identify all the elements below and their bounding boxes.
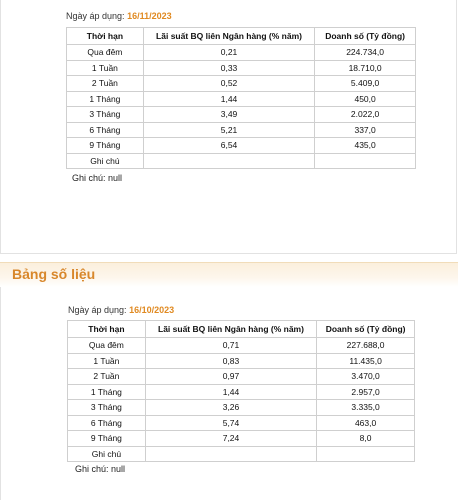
col-header-rate: Lãi suất BQ liên Ngân hàng (% năm) (145, 321, 316, 338)
term-cell: 6 Tháng (67, 122, 144, 138)
table-header-row (68, 321, 415, 338)
table-row (68, 338, 415, 354)
applied-date-line (68, 305, 174, 315)
applied-date-line (66, 11, 172, 21)
rate-cell: 7,24 (145, 431, 316, 447)
rate-cell (145, 446, 316, 462)
rate-cell: 5,21 (143, 122, 314, 138)
term-cell: 1 Tháng (67, 91, 144, 107)
volume-cell: 435,0 (315, 138, 416, 154)
col-header-term: Thời hạn (68, 321, 146, 338)
term-cell: 1 Tháng (68, 384, 146, 400)
table-header-row (67, 28, 416, 45)
term-cell: 2 Tuần (68, 369, 146, 385)
table-row (67, 45, 416, 61)
term-cell: Ghi chú (68, 446, 146, 462)
term-cell: 3 Tháng (67, 107, 144, 123)
interbank-rate-table (66, 27, 416, 169)
volume-cell: 2.957,0 (317, 384, 415, 400)
volume-cell: 8,0 (317, 431, 415, 447)
applied-date-value: 16/10/2023 (129, 305, 175, 315)
volume-cell: 3.335,0 (317, 400, 415, 416)
term-cell: 3 Tháng (68, 400, 146, 416)
col-header-volume: Doanh số (Tỷ đồng) (317, 321, 415, 338)
rate-cell: 1,44 (143, 91, 314, 107)
rate-cell: 1,44 (145, 384, 316, 400)
table-row (67, 153, 416, 169)
rate-cell: 0,33 (143, 60, 314, 76)
table-row (68, 369, 415, 385)
applied-date-label: Ngày áp dụng: (68, 305, 127, 315)
table-row (67, 60, 416, 76)
volume-cell: 463,0 (317, 415, 415, 431)
term-cell: 9 Tháng (67, 138, 144, 154)
rate-cell: 3,49 (143, 107, 314, 123)
rate-cell: 0,52 (143, 76, 314, 92)
volume-cell: 3.470,0 (317, 369, 415, 385)
volume-cell: 2.022,0 (315, 107, 416, 123)
table-note: Ghi chú: null (72, 173, 123, 183)
table-row (68, 353, 415, 369)
rate-cell (143, 153, 314, 169)
volume-cell (315, 153, 416, 169)
rate-cell: 5,74 (145, 415, 316, 431)
col-header-term: Thời hạn (67, 28, 144, 45)
col-header-volume: Doanh số (Tỷ đồng) (315, 28, 416, 45)
term-cell: 1 Tuần (67, 60, 144, 76)
table-note: Ghi chú: null (75, 464, 126, 474)
volume-cell: 450,0 (315, 91, 416, 107)
volume-cell: 337,0 (315, 122, 416, 138)
volume-cell: 5.409,0 (315, 76, 416, 92)
term-cell: Ghi chú (67, 153, 144, 169)
rate-cell: 6,54 (143, 138, 314, 154)
table-row (67, 122, 416, 138)
term-cell: 1 Tuần (68, 353, 146, 369)
rate-cell: 0,21 (143, 45, 314, 61)
term-cell: 6 Tháng (68, 415, 146, 431)
applied-date-value: 16/11/2023 (127, 11, 172, 21)
interbank-rate-table (67, 320, 415, 462)
table-row (68, 400, 415, 416)
term-cell: 2 Tuần (67, 76, 144, 92)
term-cell: 9 Tháng (68, 431, 146, 447)
rate-cell: 0,71 (145, 338, 316, 354)
volume-cell: 18.710,0 (315, 60, 416, 76)
rate-cell: 0,83 (145, 353, 316, 369)
volume-cell: 227.688,0 (317, 338, 415, 354)
col-header-rate: Lãi suất BQ liên Ngân hàng (% năm) (143, 28, 314, 45)
term-cell: Qua đêm (68, 338, 146, 354)
volume-cell (317, 446, 415, 462)
rate-cell: 3,26 (145, 400, 316, 416)
table-row (68, 446, 415, 462)
table-row (67, 138, 416, 154)
section-title: Bảng số liệu (12, 266, 96, 282)
table-row (67, 107, 416, 123)
volume-cell: 11.435,0 (317, 353, 415, 369)
table-row (68, 384, 415, 400)
table-row (68, 415, 415, 431)
table-row (68, 431, 415, 447)
applied-date-label: Ngày áp dụng: (66, 11, 125, 21)
volume-cell: 224.734,0 (315, 45, 416, 61)
term-cell: Qua đêm (67, 45, 144, 61)
table-row (67, 91, 416, 107)
table-row (67, 76, 416, 92)
rate-cell: 0,97 (145, 369, 316, 385)
